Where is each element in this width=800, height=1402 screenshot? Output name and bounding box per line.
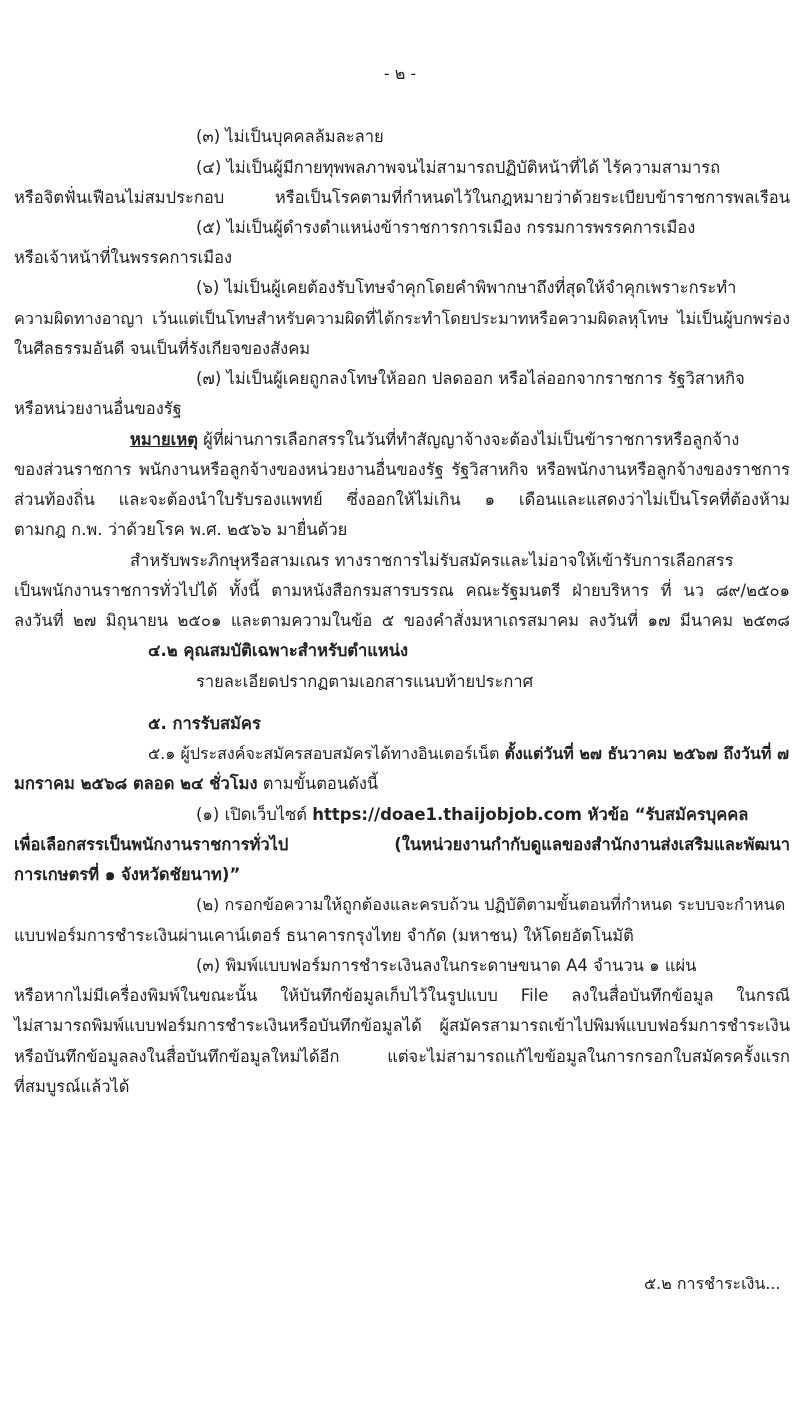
text-line — [148, 746, 789, 762]
text-line — [14, 776, 378, 793]
text-line: แบบฟอร์มการชำระเงินผ่านเคาน์เตอร์ ธนาคารกรุงไทย จำกัด (มหาชน) ให้โดยอัตโนมัติ — [14, 926, 634, 945]
text-line: (๔) ไม่เป็นผู้มีกายทุพพลภาพจนไม่สามารถปฏิบัติหน้าที่ได้ ไร้ความสามารถ — [196, 158, 721, 177]
text-line: (๖) ไม่เป็นผู้เคยต้องรับโทษจำคุกโดยคำพิพากษาถึงที่สุดให้จำคุกเพราะกระทำ — [196, 278, 737, 297]
text-line: ลงวันที่ ๒๗ มิถุนายน ๒๕๐๑ และตามความในข้อ ๕ ของคำสั่งมหาเถรสมาคม ลงวันที่ ๑๗ มีนาคม ๒๕๓๘ — [14, 611, 790, 630]
text-line: ส่วนท้องถิ่น และจะต้องนำใบรับรองแพทย์ ซึ่งออกให้ไม่เกิน ๑ เดือนและแสดงว่าไม่เป็นโรคที่ต้องห้าม — [14, 490, 790, 509]
text-line: รายละเอียดปรากฏตามเอกสารแนบท้ายประกาศ — [196, 672, 534, 691]
text-line: ที่สมบูรณ์แล้วได้ — [14, 1077, 130, 1096]
text-line: หรือเจ้าหน้าที่ในพรรคการเมือง — [14, 248, 233, 267]
text-segment: ตามขั้นตอนดังนี้ — [262, 774, 379, 793]
note-label: หมายเหตุ — [130, 430, 198, 449]
continuation-footer: ๕.๒ การชำระเงิน... — [644, 1274, 781, 1293]
text-line: เป็นพนักงานราชการทั่วไปได้ ทั้งนี้ ตามหนังสือกรมสารบรรณ คณะรัฐมนตรี ฝ่ายบริหาร ที่ นว ๘๙/๒๕๐๑ — [14, 581, 790, 600]
text-line: เพื่อเลือกสรรเป็นพนักงานราชการทั่วไป (ในหน่วยงานกำกับดูแลของสำนักงานส่งเสริมและพัฒนา — [14, 835, 790, 854]
text-line: ตามกฎ ก.พ. ว่าด้วยโรค พ.ศ. ๒๕๖๖ มายื่นด้วย — [14, 520, 348, 539]
text-line: ในศีลธรรมอันดี จนเป็นที่รังเกียจของสังคม — [14, 339, 311, 358]
text-line: ความผิดทางอาญา เว้นแต่เป็นโทษสำหรับความผิดที่ได้กระทำโดยประมาทหรือความผิดลหุโทษ ไม่เป็นผู้บกพร่อง — [14, 309, 790, 328]
text-line: หรือหน่วยงานอื่นของรัฐ — [14, 399, 182, 418]
text-line: (๒) กรอกข้อความให้ถูกต้องและครบถ้วน ปฏิบัติตามขั้นตอนที่กำหนด ระบบจะกำหนด — [196, 895, 786, 914]
text-line: (๓) พิมพ์แบบฟอร์มการชำระเงินลงในกระดาษขนาด A4 จำนวน ๑ แผ่น — [196, 956, 697, 975]
text-line: ของส่วนราชการ พนักงานหรือลูกจ้างของหน่วยงานอื่นของรัฐ รัฐวิสาหกิจ หรือพนักงานหรือลูกจ้างของราชการ — [14, 460, 790, 479]
text-line: (๓) ไม่เป็นบุคคลล้มละลาย — [196, 127, 384, 146]
note-text: ผู้ที่ผ่านการเลือกสรรในวันที่ทำสัญญาจ้างจะต้องไม่เป็นข้าราชการหรือลูกจ้าง — [203, 430, 740, 449]
text-line: หรือบันทึกข้อมูลลงในสื่อบันทึกข้อมูลใหม่ได้อีก แต่จะไม่สามารถแก้ไขข้อมูลในการกรอกใบสมัครครั้งแรก — [14, 1047, 790, 1066]
text-line: (๕) ไม่เป็นผู้ดำรงตำแหน่งข้าราชการการเมือง กรรมการพรรคการเมือง — [196, 218, 696, 237]
date-range: ตั้งแต่วันที่ ๒๗ ธันวาคม ๒๕๖๗ ถึงวันที่ ๗ — [504, 744, 790, 763]
text-line: หรือหากไม่มีเครื่องพิมพ์ในขณะนั้น ให้บันทึกข้อมูลเก็บไว้ในรูปแบบ File ลงในสื่อบันทึกข้อมูล ในกรณี — [14, 986, 790, 1005]
page-number: - ๒ - — [383, 64, 417, 83]
text-line: ไม่สามารถพิมพ์แบบฟอร์มการชำระเงินหรือบันทึกข้อมูลได้ ผู้สมัครสามารถเข้าไปพิมพ์แบบฟอร์มการชำระเงิน — [14, 1016, 790, 1035]
date-range: มกราคม ๒๕๖๘ ตลอด ๒๔ ชั่วโมง — [14, 774, 258, 793]
text-segment: ๕.๑ ผู้ประสงค์จะสมัครสอบสมัครได้ทางอินเตอร์เน็ต — [148, 744, 500, 763]
text-line: หรือจิตฟั่นเฟือนไม่สมประกอบ หรือเป็นโรคตามที่กำหนดไว้ในกฎหมายว่าด้วยระเบียบข้าราชการพลเรือน — [14, 188, 790, 207]
text-line: (๗) ไม่เป็นผู้เคยถูกลงโทษให้ออก ปลดออก หรือไล่ออกจากราชการ รัฐวิสาหกิจ — [196, 369, 745, 388]
text-segment: (๑) เปิดเว็บไซต์ — [196, 805, 308, 824]
note-line — [130, 432, 739, 449]
section-heading-5: ๕. การรับสมัคร — [148, 714, 261, 733]
text-line — [196, 807, 748, 824]
section-heading-4-2: ๔.๒ คุณสมบัติเฉพาะสำหรับตำแหน่ง — [148, 641, 409, 660]
text-line: การเกษตรที่ ๑ จังหวัดชัยนาท)” — [14, 865, 241, 884]
website-url: https://doae1.thaijobjob.com หัวข้อ “รับสมัครบุคคล — [312, 805, 749, 824]
text-line: สำหรับพระภิกษุหรือสามเณร ทางราชการไม่รับสมัครและไม่อาจให้เข้ารับการเลือกสรร — [130, 551, 734, 570]
